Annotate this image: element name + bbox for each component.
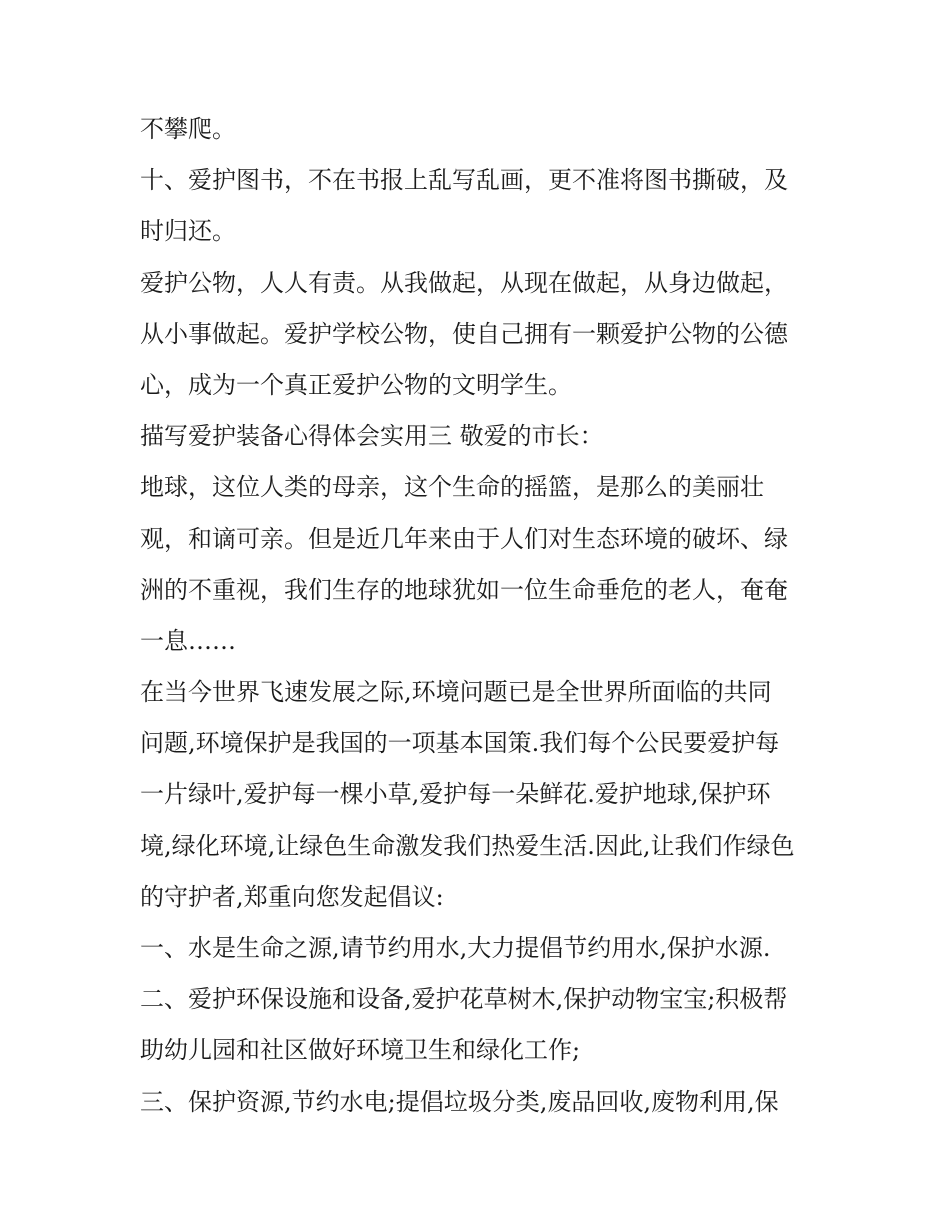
text-line: 一、水是生命之源,请节约用水,大力提倡节约用水,保护水源. — [140, 934, 771, 962]
document-body — [140, 104, 820, 1128]
text-line: 助幼儿园和社区做好环境卫生和绿化工作; — [140, 1036, 581, 1065]
text-line: 心，成为一个真正爱护公物的文明学生。 — [140, 370, 572, 399]
text-line: 爱护公物，人人有责。从我做起，从现在做起，从身边做起， — [140, 268, 788, 297]
text-line: 境,绿化环境,让绿色生命激发我们热爱生活.因此,让我们作绿色 — [140, 831, 795, 860]
text-line: 地球，这位人类的母亲，这个生命的摇篮，是那么的美丽壮 — [140, 473, 764, 502]
section-heading: 描写爱护装备心得体会实用三 敬爱的市长： — [140, 422, 604, 451]
text-line: 不攀爬。 — [140, 115, 236, 143]
text-line: 从小事做起。爱护学校公物，使自己拥有一颗爱护公物的公德 — [140, 319, 788, 348]
text-line: 二、爱护环保设施和设备,爱护花草树木,保护动物宝宝;积极帮 — [140, 985, 788, 1014]
text-line: 十、爱护图书，不在书报上乱写乱画，更不准将图书撕破，及 — [140, 166, 788, 195]
text-line: 一片绿叶,爱护每一棵小草,爱护每一朵鲜花.爱护地球,保护环 — [140, 780, 771, 809]
text-line: 三、保护资源,节约水电;提倡垃圾分类,废品回收,废物利用,保 — [140, 1087, 779, 1116]
text-line: 的守护者,郑重向您发起倡议: — [140, 882, 444, 911]
text-line: 一息…… — [140, 626, 236, 655]
text-line: 在当今世界飞速发展之际,环境问题已是全世界所面临的共同 — [140, 678, 772, 707]
text-line: 观，和谪可亲。但是近几年来由于人们对生态环境的破坏、绿 — [140, 524, 788, 553]
text-line: 问题,环境保护是我国的一项基本国策.我们每个公民要爱护每 — [140, 729, 780, 758]
text-line: 时归还。 — [140, 217, 236, 246]
text-line: 洲的不重视，我们生存的地球犹如一位生命垂危的老人，奄奄 — [140, 575, 788, 604]
